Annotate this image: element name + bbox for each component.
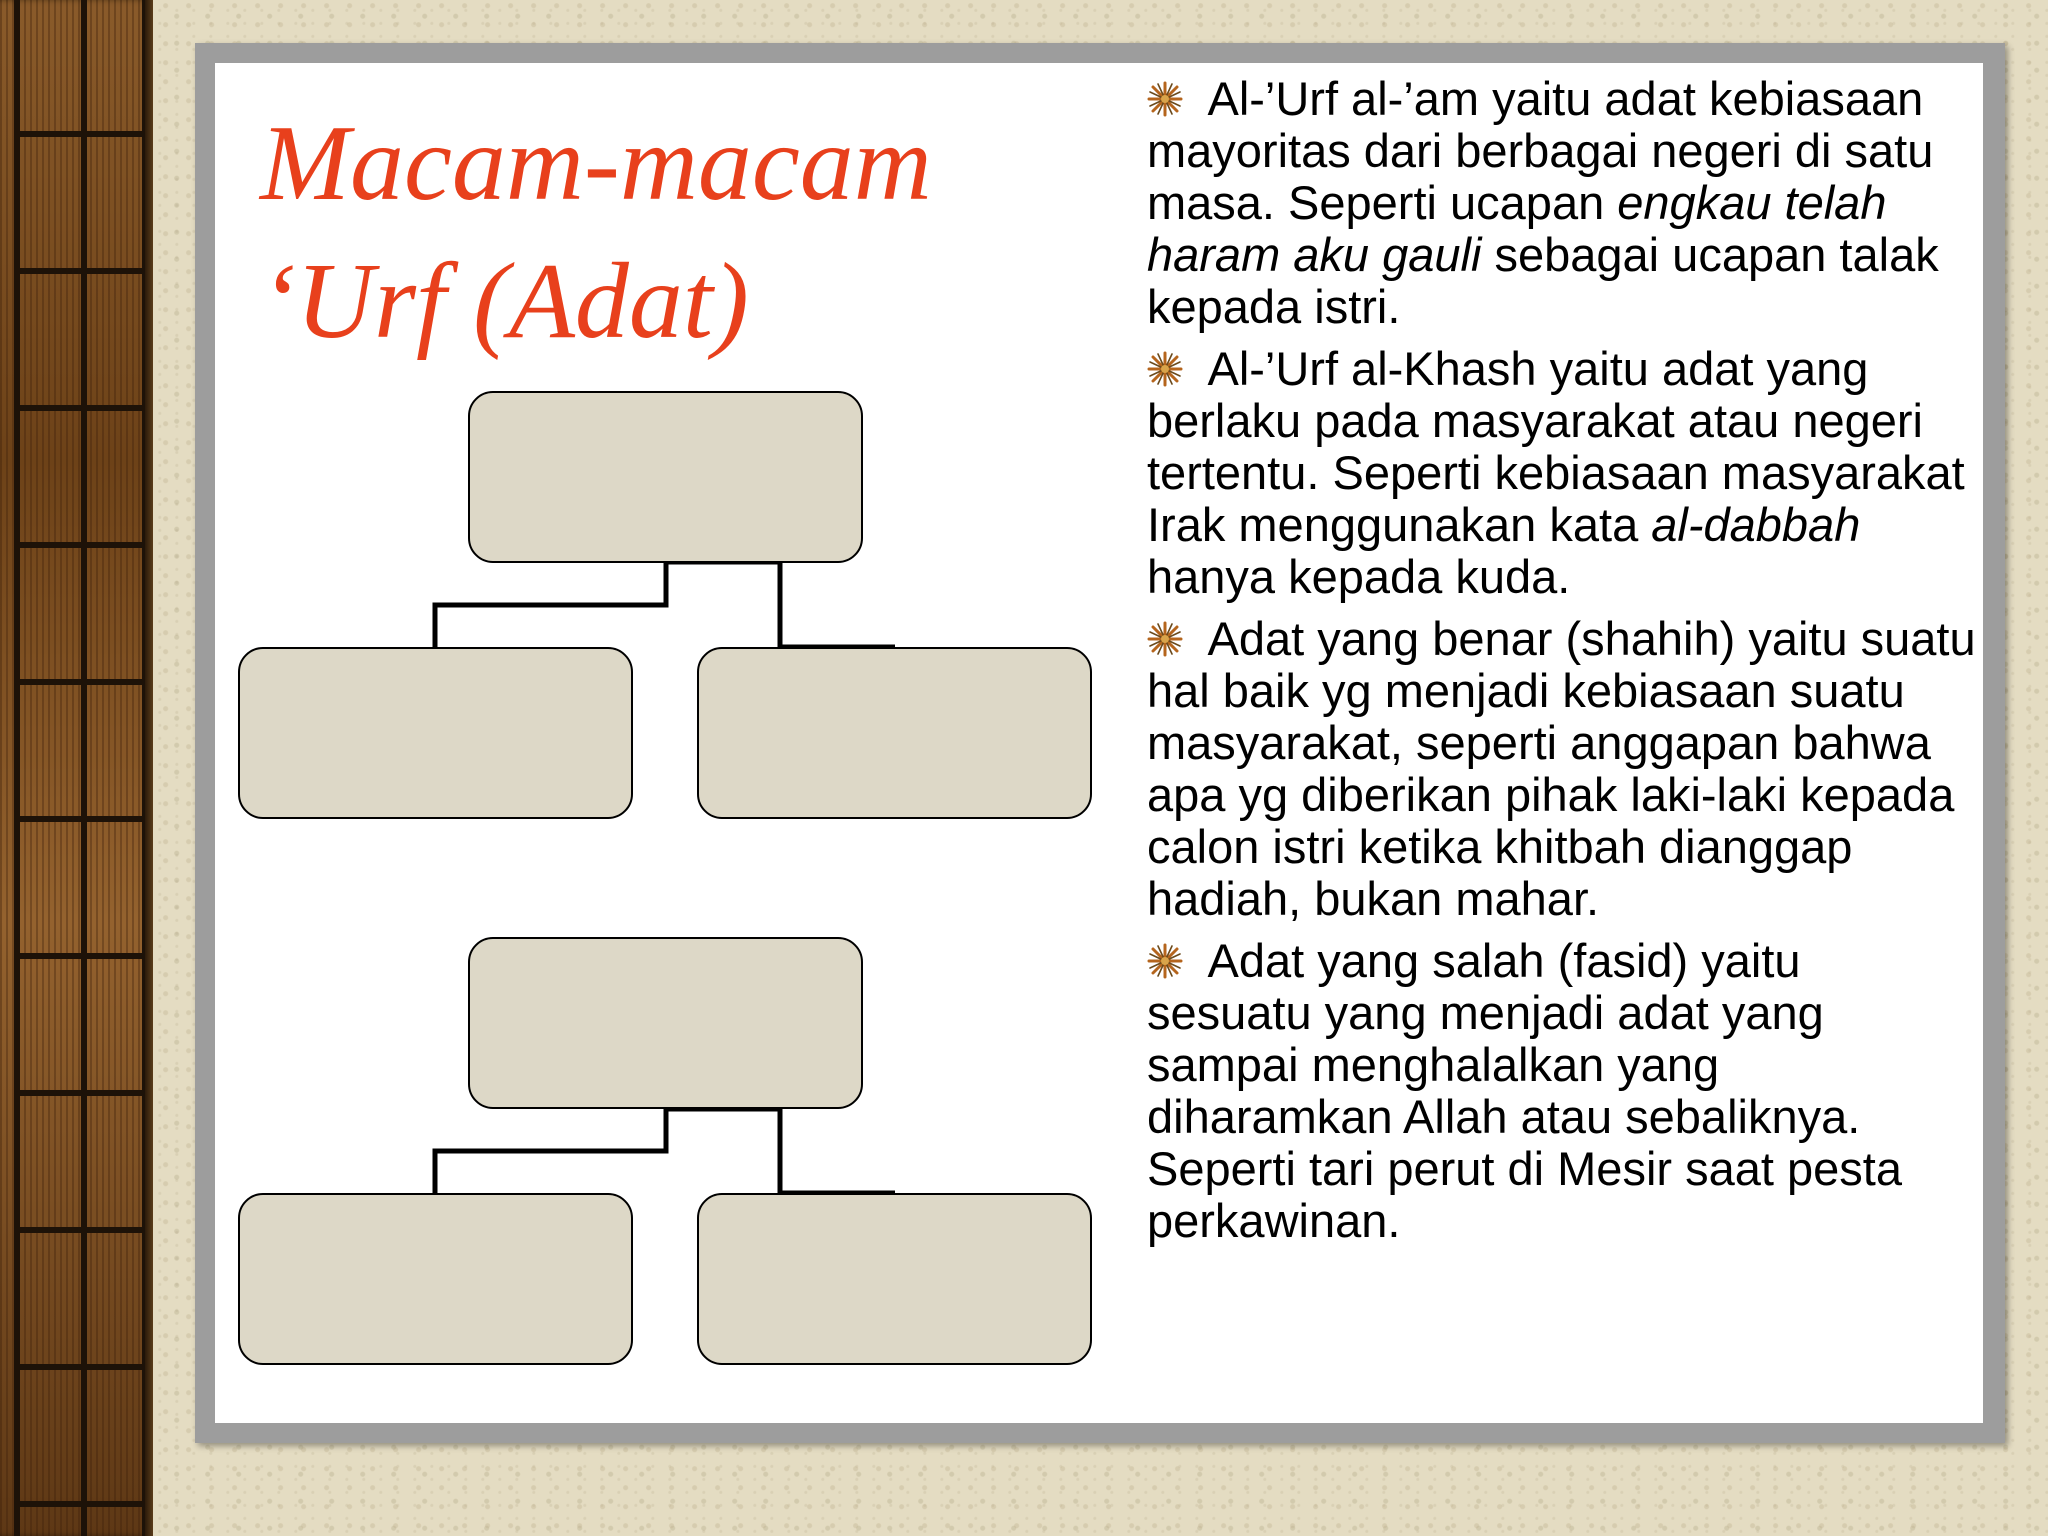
bullet-item [1147,73,1977,333]
bullet-text-italic: engkau telah haram aku gauli [1147,176,1887,281]
bullet-list [1147,73,1977,1257]
starburst-icon [1147,81,1183,117]
bullet-text: Adat yang salah (fasid) yaitu sesuatu yang menjadi adat yang sampai menghalalkan yang diharamkan Allah atau sebaliknya. Seperti tari perut di Mesir saat pesta perkawinan. [1147,934,1902,1247]
bullet-item [1147,613,1977,925]
bullet-text: Adat yang benar (shahih) yaitu suatu hal baik yg menjadi kebiasaan suatu masyarakat, seperti anggapan bahwa apa yg diberikan pihak laki-laki kepada calon istri ketika khitbah dianggap hadiah, bukan mahar. [1147,612,1976,925]
bullet-text: Al-’Urf al-’am yaitu adat kebiasaan mayoritas dari berbagai negeri di satu masa. Seperti ucapan [1147,72,1934,229]
bullet-text-italic: al-dabbah [1651,498,1861,551]
starburst-icon [1147,943,1183,979]
decorative-edge [145,0,153,1536]
bullet-text: hanya kepada kuda. [1147,550,1571,603]
decorative-grid [14,0,148,1536]
slide-title [260,95,1040,371]
slide-title-line2: ‘Urf (Adat) [260,242,749,361]
bullet-item [1147,935,1977,1247]
bullet-text: sebagai ucapan talak kepada istri. [1147,228,1939,333]
decorative-wood-strip [0,0,153,1536]
bullet-item [1147,343,1977,603]
starburst-icon [1147,351,1183,387]
bullet-text: Al-’Urf al-Khash yaitu adat yang berlaku pada masyarakat atau negeri tertentu. Seperti kebiasaan masyarakat Irak menggunakan kata [1147,342,1965,551]
starburst-icon [1147,621,1183,657]
slide-title-line1: Macam-macam [260,104,932,223]
